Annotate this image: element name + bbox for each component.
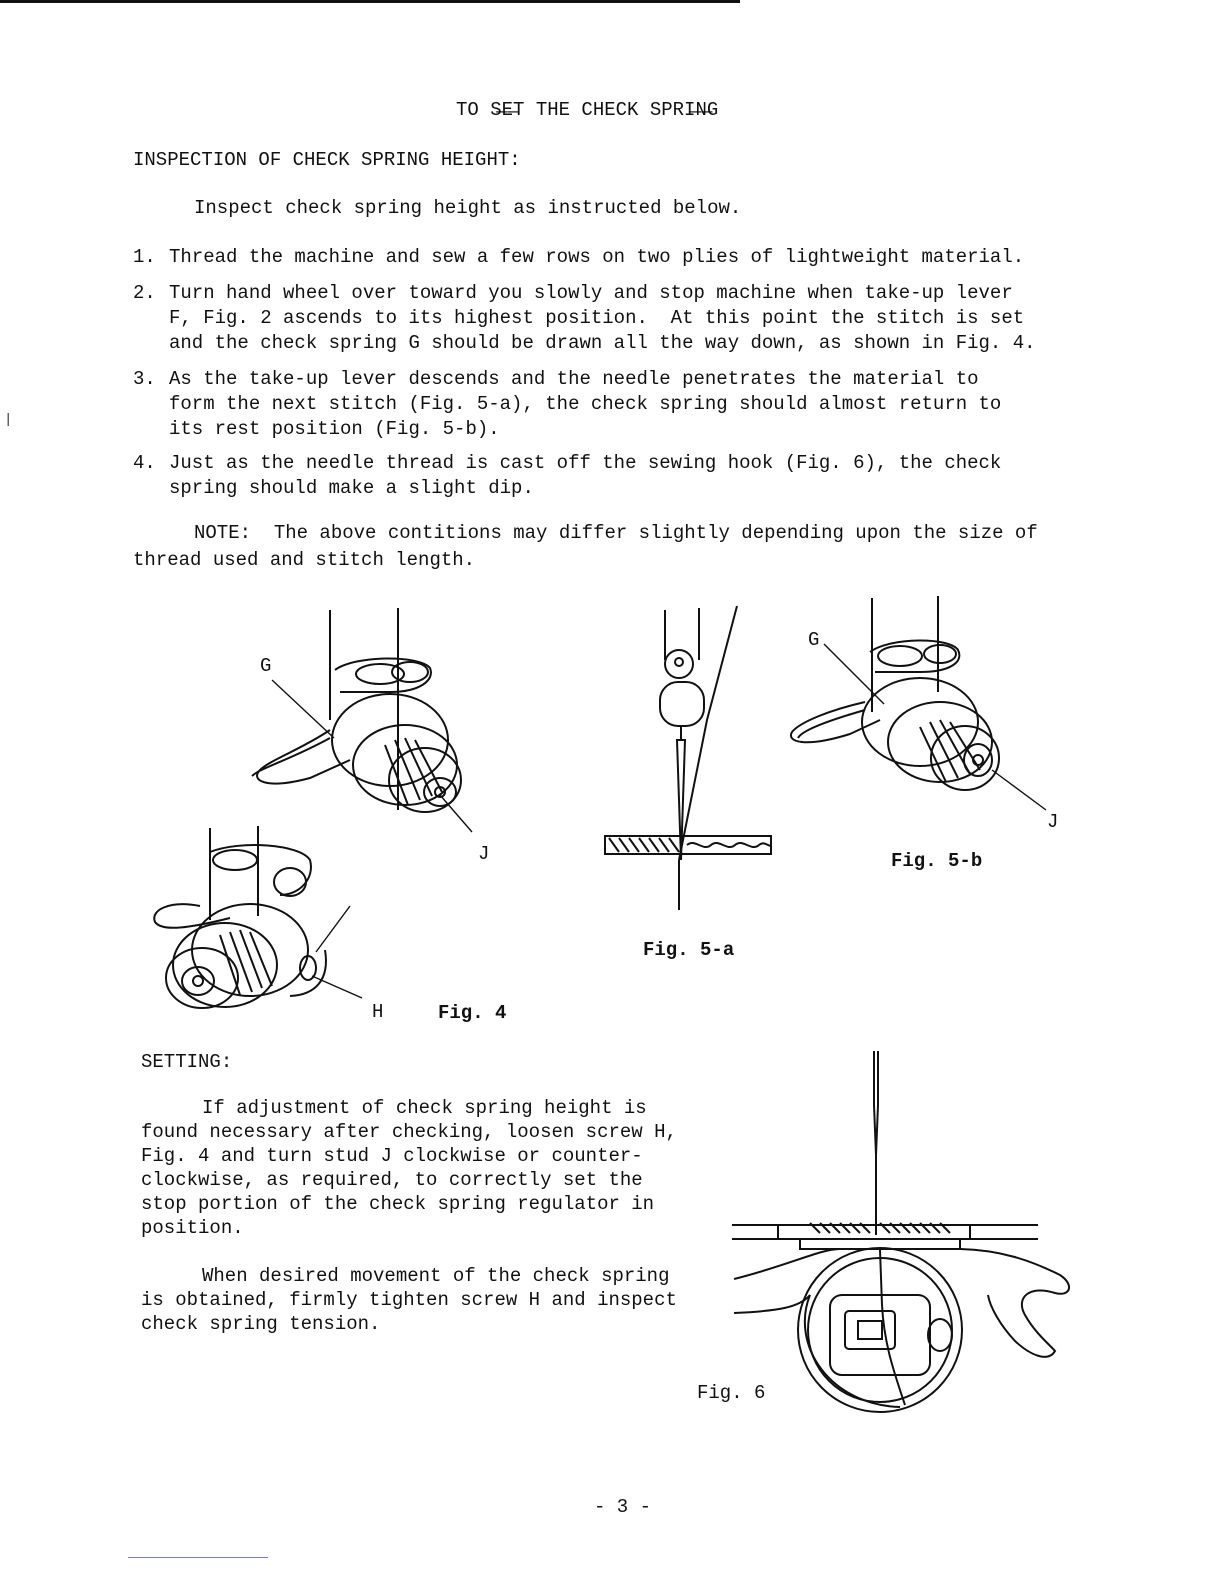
fig5b-label-j: J xyxy=(1047,811,1059,833)
page-number: - 3 - xyxy=(594,1496,652,1518)
step-line: form the next stitch (Fig. 5-a), the check spring should almost return to xyxy=(169,393,1002,415)
step-number: 1. xyxy=(133,246,156,268)
step-number: 2. xyxy=(133,282,156,304)
fig4-label-h: H xyxy=(372,1001,384,1023)
step-line: F, Fig. 2 ascends to its highest position. At this point the stitch is set xyxy=(169,307,1025,329)
fig4-label-g: G xyxy=(260,655,272,677)
fig5b-illustration xyxy=(780,592,1070,822)
step-line: its rest position (Fig. 5-b). xyxy=(169,418,500,440)
step-line: As the take-up lever descends and the needle penetrates the material to xyxy=(169,368,979,390)
scan-top-border xyxy=(0,0,740,3)
setting-line: When desired movement of the check spring xyxy=(202,1265,670,1287)
scan-edge-mark: | xyxy=(4,412,13,428)
fig6-caption: Fig. 6 xyxy=(697,1382,766,1404)
step-number: 4. xyxy=(133,452,156,474)
setting-line: stop portion of the check spring regulator in xyxy=(141,1193,655,1215)
setting-line: clockwise, as required, to correctly set the xyxy=(141,1169,643,1191)
inspection-heading: INSPECTION OF CHECK SPRING HEIGHT: xyxy=(133,149,521,171)
step-number: 3. xyxy=(133,368,156,390)
setting-heading: SETTING: xyxy=(141,1051,233,1073)
fig5a-illustration xyxy=(595,600,785,920)
step-line: Turn hand wheel over toward you slowly and stop machine when take-up lever xyxy=(169,282,1013,304)
fig4-label-j: J xyxy=(478,843,490,865)
fig5b-label-g: G xyxy=(808,629,820,651)
setting-line: position. xyxy=(141,1217,244,1239)
intro-text: Inspect check spring height as instructed below. xyxy=(194,197,742,219)
step-line: spring should make a slight dip. xyxy=(169,477,534,499)
page-title: TO S̶E̶T THE CHECK SPRI̶N̶G xyxy=(456,99,719,121)
fig4-caption: Fig. 4 xyxy=(438,1002,507,1024)
fig4-illustration xyxy=(140,600,500,1030)
fig5a-caption: Fig. 5-a xyxy=(643,939,735,961)
setting-line: found necessary after checking, loosen screw H, xyxy=(141,1121,677,1143)
setting-line: If adjustment of check spring height is xyxy=(202,1097,647,1119)
setting-line: Fig. 4 and turn stud J clockwise or counter- xyxy=(141,1145,643,1167)
note-line: NOTE: The above contitions may differ slightly depending upon the size of xyxy=(194,522,1038,544)
fig5b-caption: Fig. 5-b xyxy=(891,850,983,872)
setting-line: is obtained, firmly tighten screw H and inspect xyxy=(141,1289,677,1311)
step-line: Thread the machine and sew a few rows on two plies of lightweight material. xyxy=(169,246,1025,268)
fig6-illustration xyxy=(730,1045,1080,1425)
step-line: and the check spring G should be drawn all the way down, as shown in Fig. 4. xyxy=(169,332,1036,354)
note-line: thread used and stitch length. xyxy=(133,549,476,571)
setting-line: check spring tension. xyxy=(141,1313,381,1335)
step-line: Just as the needle thread is cast off the sewing hook (Fig. 6), the check xyxy=(169,452,1002,474)
scan-bottom-rule xyxy=(128,1557,268,1558)
